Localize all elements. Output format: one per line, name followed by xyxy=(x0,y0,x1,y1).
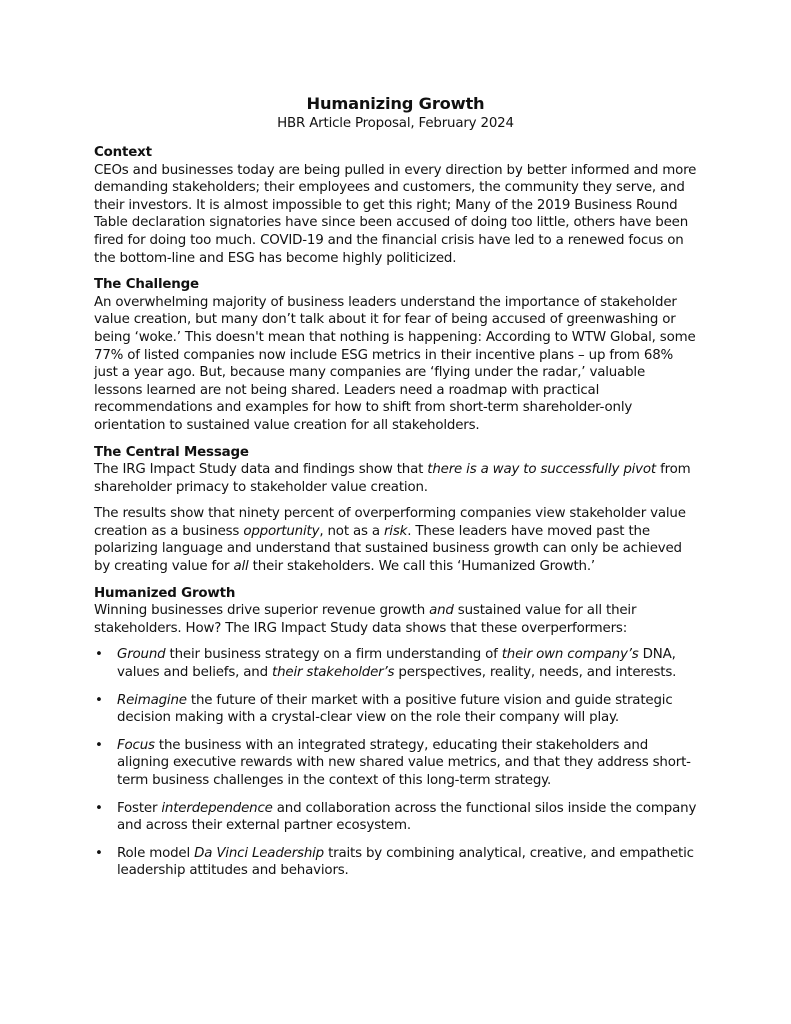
list-item xyxy=(94,646,697,681)
bullet-icon: • xyxy=(95,800,103,816)
emphasis-text: risk xyxy=(383,523,408,539)
document-subtitle: HBR Article Proposal, February 2024 xyxy=(277,116,514,131)
list-item xyxy=(94,692,697,727)
text-run: The results show that ninety percent of overperforming companies view stakeholder value creation as a business xyxy=(94,506,686,539)
text-run: traits by combining analytical, creative, and empathetic leadership attitudes and behaviors. xyxy=(117,845,694,879)
text-run: , not as a xyxy=(319,523,384,539)
text-run: from shareholder primacy to stakeholder value creation. xyxy=(94,462,691,495)
document-title: Humanizing Growth xyxy=(306,94,485,113)
text-run: the future of their market with a positive future vision and guide strategic decision making with a crystal-clear view on the role their company will play. xyxy=(117,692,673,726)
challenge-section xyxy=(94,276,697,434)
text-run: DNA, values and beliefs, and xyxy=(117,647,676,681)
emphasis-text: there is a way to successfully pivot xyxy=(427,462,657,478)
humanized-growth-intro xyxy=(94,602,697,637)
emphasis-text: Reimagine xyxy=(117,692,187,708)
list-item xyxy=(94,845,697,880)
central-message-section xyxy=(94,444,697,576)
challenge-heading: The Challenge xyxy=(94,277,199,293)
text-run: . These leaders have moved past the polarizing language and understand that sustained business growth can only be achieved by creating value for xyxy=(94,523,682,575)
emphasis-text: and xyxy=(429,603,454,619)
list-item xyxy=(94,800,697,835)
emphasis-text: Ground xyxy=(117,647,166,663)
text-run: the business with an integrated strategy, educating their stakeholders and aligning executive rewards with new shared value metrics, and that they address short-term business challenges in the context of this long-term strategy. xyxy=(117,737,691,788)
bullet-icon: • xyxy=(95,692,103,708)
text-run: Winning businesses drive superior revenue growth xyxy=(94,603,430,619)
text-run: sustained value for all their stakeholders. How? The IRG Impact Study data shows that these overperformers: xyxy=(94,603,637,636)
central-message-paragraph-1 xyxy=(94,461,697,496)
list-item xyxy=(94,737,697,790)
emphasis-text: interdependence xyxy=(161,800,273,816)
challenge-paragraph: An overwhelming majority of business leaders understand the importance of stakeholder value creation, but many don’t talk about it for fear of being accused of greenwashing or being ‘woke.’ This doesn't mean that nothing is happening: According to WTW Global, some 77% of listed companies now include ESG metrics in their incentive plans – up from 68% just a year ago. But, because many companies are ‘flying under the radar,’ valuable lessons learned are not being shared. Leaders need a roadmap with practical recommendations and examples for how to shift from short-term shareholder-only orientation to sustained value creation for all stakeholders. xyxy=(94,294,696,433)
context-section xyxy=(94,144,697,267)
overperformer-list xyxy=(94,646,697,880)
bullet-icon: • xyxy=(95,647,103,663)
text-run: perspectives, reality, needs, and interests. xyxy=(394,665,677,681)
emphasis-text: Focus xyxy=(117,737,155,753)
bullet-icon: • xyxy=(95,845,103,861)
text-run: their stakeholders. We call this ‘Humanized Growth.’ xyxy=(248,559,595,575)
text-run: their business strategy on a firm understanding of xyxy=(165,647,502,663)
emphasis-text: their own company’s xyxy=(501,647,639,663)
context-paragraph: CEOs and businesses today are being pulled in every direction by better informed and more demanding stakeholders; their employees and customers, the community they serve, and their investors. It is almost impossible to get this right; Many of the 2019 Business Round Table declaration signatories have since been accused of doing too little, others have been fired for doing too much. COVID-19 and the financial crisis have led to a renewed focus on the bottom-line and ESG has become highly politicized. xyxy=(94,162,697,266)
humanized-growth-heading: Humanized Growth xyxy=(94,585,236,601)
emphasis-text: Da Vinci Leadership xyxy=(194,845,324,861)
text-run: The IRG Impact Study data and findings show that xyxy=(94,462,428,478)
emphasis-text: their stakeholder’s xyxy=(272,665,395,681)
emphasis-text: opportunity xyxy=(243,523,320,539)
text-run: Foster xyxy=(117,800,162,816)
central-message-heading: The Central Message xyxy=(94,444,249,460)
central-message-paragraph-2 xyxy=(94,505,697,575)
humanized-growth-section xyxy=(94,585,697,880)
context-heading: Context xyxy=(94,145,152,160)
text-run: and collaboration across the functional silos inside the company and across their external partner ecosystem. xyxy=(117,800,697,834)
bullet-icon: • xyxy=(95,737,103,753)
text-run: Role model xyxy=(117,845,195,861)
emphasis-text: all xyxy=(233,559,249,575)
